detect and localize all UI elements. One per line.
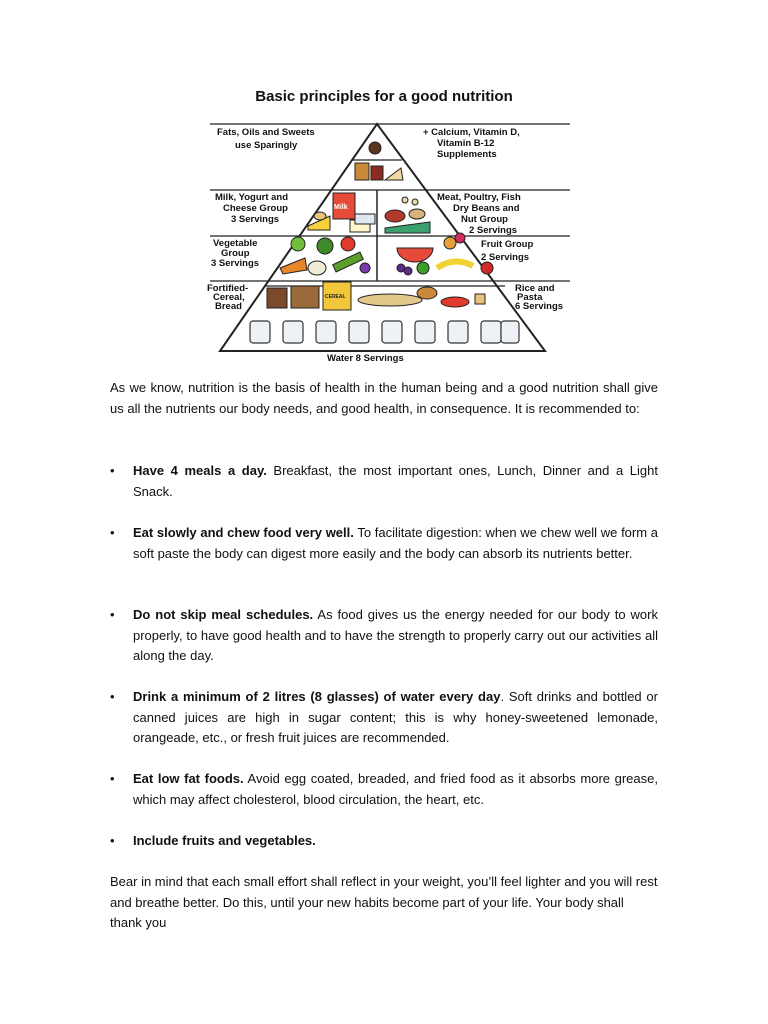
bullet-dot: • xyxy=(110,463,115,478)
bullet-text: . Soft drinks and bottled or canned juices are high in sugar content; this is why honey-sweetened lemonade, orangeade, etc., or fresh fruit juices are recommended. xyxy=(133,689,658,745)
bullet-dot: • xyxy=(110,607,115,622)
dairy-icon xyxy=(308,193,370,232)
svg-text:CEREAL: CEREAL xyxy=(325,294,346,300)
bullet-item xyxy=(110,769,658,810)
water-glasses-icon xyxy=(250,321,519,343)
bullet-item xyxy=(110,687,658,749)
water-label: Water 8 Servings xyxy=(327,353,404,364)
sweets-icon xyxy=(355,142,403,180)
bullet-text: Avoid egg coated, breaded, and fried food as it absorbs more grease, which may affect cholesterol, blood circulation, the heart, etc. xyxy=(133,771,658,807)
rice-label: Rice and Pasta 6 Servings xyxy=(515,283,564,312)
closing-paragraph: Bear in mind that each small effort shall reflect in your weight, you’ll feel lighter and you will rest and breathe better. Do this, until your new habits become part of your life. Your body shall thank you xyxy=(110,874,658,930)
intro-paragraph: As we know, nutrition is the basis of health in the human being and a good nutrition shall give us all the nutrients our body needs, and good health, in consequence. It is recommended to: xyxy=(110,380,658,416)
bullet-text: To facilitate digestion: when we chew well we form a soft paste the body can digest more easily and the body can absorb its nutrients better. xyxy=(133,525,658,561)
bullet-item xyxy=(110,605,658,667)
svg-text:Milk: Milk xyxy=(334,204,348,211)
bullet-text: As food gives us the energy needed for our body to work properly, to have good health and to have the strength to properly carry out our activities all along the day. xyxy=(133,607,658,663)
bullet-item xyxy=(110,523,658,564)
food-pyramid-illustration xyxy=(205,118,575,368)
page-title: Basic principles for a good nutrition xyxy=(255,88,513,105)
bullet-bold: Drink a minimum of 2 litres (8 glasses) of water every day xyxy=(133,689,501,704)
bullet-text: Breakfast, the most important ones, Lunch, Dinner and a Light Snack. xyxy=(133,463,658,499)
bullet-dot: • xyxy=(110,833,115,848)
bullet-dot: • xyxy=(110,689,115,704)
supplements-label: + Calcium, Vitamin D, Vitamin B-12 Supplements xyxy=(423,127,520,160)
bullet-bold: Eat low fat foods. xyxy=(133,771,244,786)
bullet-dot: • xyxy=(110,525,115,540)
fats-label: Fats, Oils and Sweets use Sparingly xyxy=(217,127,315,151)
bullet-bold: Include fruits and vegetables. xyxy=(133,833,316,848)
vegetable-label: Vegetable Group 3 Servings xyxy=(211,238,260,269)
bullet-item xyxy=(110,831,658,852)
cereal-label: Fortified- Cereal, Bread xyxy=(207,283,249,312)
dairy-label: Milk, Yogurt and Cheese Group 3 Servings xyxy=(215,192,289,225)
bullet-bold: Have 4 meals a day. xyxy=(133,463,267,478)
fruit-icon xyxy=(397,233,493,275)
meat-label: Meat, Poultry, Fish Dry Beans and Nut Group 2 Servings xyxy=(437,192,521,236)
bullet-bold: Eat slowly and chew food very well. xyxy=(133,525,354,540)
fruit-label: Fruit Group 2 Servings xyxy=(481,239,534,263)
bullet-dot: • xyxy=(110,771,115,786)
bullet-item xyxy=(110,461,658,502)
vegetables-icon xyxy=(280,237,370,275)
bullet-bold: Do not skip meal schedules. xyxy=(133,607,314,622)
